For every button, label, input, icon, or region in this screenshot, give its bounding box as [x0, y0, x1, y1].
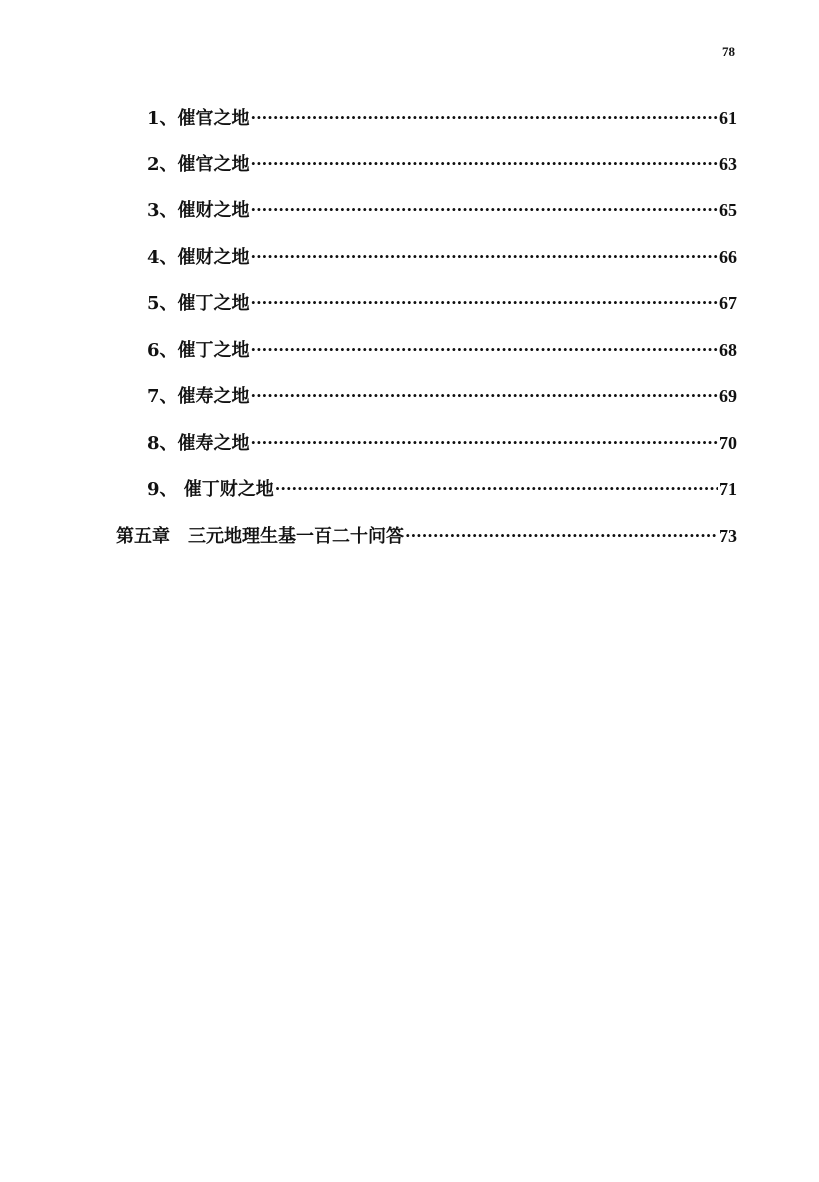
toc-chapter-title: 第五章 三元地理生基一百二十问答 — [116, 526, 404, 547]
toc-entry-page: 67 — [719, 293, 737, 313]
toc-entry-title: 9、 催丁财之地 — [147, 479, 274, 500]
toc-entry[interactable] — [147, 281, 737, 314]
toc-dot-leader — [251, 96, 718, 124]
toc-dot-leader — [251, 421, 718, 449]
toc-entry-page: 70 — [719, 433, 737, 453]
toc-entry-page: 68 — [719, 340, 737, 360]
toc-entry-title: 2、催官之地 — [147, 154, 250, 175]
toc-entry-title: 8、催寿之地 — [147, 433, 250, 454]
toc-dot-leader — [251, 374, 718, 402]
toc-entry[interactable] — [147, 421, 737, 454]
toc-entry-page: 65 — [719, 200, 737, 220]
toc-entry-title: 1、催官之地 — [147, 108, 250, 129]
toc-entry[interactable] — [147, 467, 737, 500]
toc-entry-page: 66 — [719, 247, 737, 267]
toc-entry-page: 61 — [719, 108, 737, 128]
toc-entry[interactable] — [147, 374, 737, 407]
toc-dot-leader — [251, 281, 718, 309]
toc-chapter-entry[interactable] — [116, 514, 737, 547]
toc-entry-page: 69 — [719, 386, 737, 406]
toc-entry-page: 63 — [719, 154, 737, 174]
page-number: 78 — [722, 44, 735, 59]
toc-entry-title: 7、催寿之地 — [147, 386, 250, 407]
toc-entry-page: 71 — [719, 479, 737, 499]
toc-entry[interactable] — [147, 142, 737, 175]
toc-dot-leader — [251, 235, 718, 263]
toc-dot-leader — [251, 188, 718, 216]
toc-chapter-page: 73 — [719, 526, 737, 546]
toc-dot-leader — [275, 467, 718, 495]
toc-entry-title: 3、催财之地 — [147, 200, 250, 221]
toc-dot-leader — [251, 142, 718, 170]
toc-dot-leader — [405, 514, 718, 542]
toc-entry[interactable] — [147, 235, 737, 268]
toc-entry-title: 4、催财之地 — [147, 247, 250, 268]
toc-entry-title: 6、催丁之地 — [147, 340, 250, 361]
toc-entry-title: 5、催丁之地 — [147, 293, 250, 314]
toc-entry[interactable] — [147, 188, 737, 221]
toc-entry[interactable] — [147, 328, 737, 361]
toc-entry[interactable] — [147, 96, 737, 129]
toc-dot-leader — [251, 328, 718, 356]
